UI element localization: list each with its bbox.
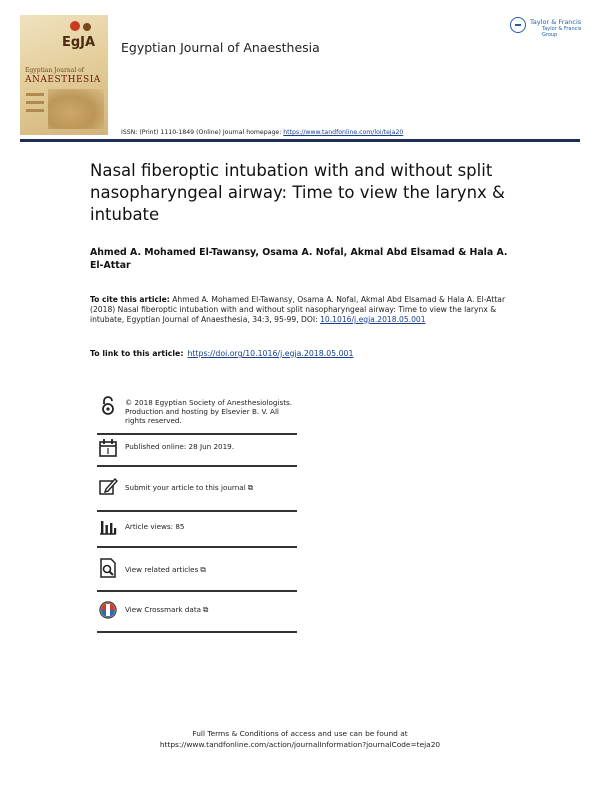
citation-label: To cite this article: [90,295,170,304]
cover-decoration [26,101,44,104]
article-authors: Ahmed A. Mohamed El-Tawansy, Osama A. Nofal, Akmal Abd Elsamad & Hala A. El-Attar [90,247,508,271]
submit-label[interactable]: Submit your article to this journal [125,483,246,492]
copyright-text: © 2018 Egyptian Society of Anesthesiologists. Production and hosting by Elsevier B. V. All rights reserved. [125,398,293,425]
info-divider [97,433,297,435]
crossmark-link[interactable] [125,605,208,614]
article-title: Nasal fiberoptic intubation with and without split nasopharyngeal airway: Time to view the larynx & intubate [90,161,505,224]
info-divider [97,590,297,592]
edit-icon [97,475,119,497]
cover-decoration [26,93,44,96]
related-label[interactable]: View related articles [125,565,199,574]
external-link-icon: ⧉ [200,565,206,574]
external-link-icon: ⧉ [203,605,209,614]
publisher-group: Taylor & Francis Group [542,26,582,38]
cover-title-line2: ANAESTHESIA [25,75,101,85]
article-views: Article views: 85 [125,522,185,531]
info-divider [97,510,297,512]
related-articles-icon [97,557,119,579]
society-logo-icon [70,21,80,31]
cover-abbreviation: EgJA [62,35,96,50]
info-divider [97,546,297,548]
emblem-icon [83,23,91,31]
cover-artwork [48,89,104,129]
header-divider [20,139,580,142]
cover-title-line1: Egyptian Journal of [25,67,84,74]
journal-cover [20,15,108,135]
article-link-line [90,349,353,358]
article-doi-url[interactable]: https://doi.org/10.1016/j.egja.2018.05.001 [187,349,354,358]
citation-text: Ahmed A. Mohamed El-Tawansy, Osama A. Nofal, Akmal Abd Elsamad & Hala A. El-Attar (2018) Nasal fiberoptic intubation with and without split nasopharyngeal airway: Time to view the larynx & intubate, Egyptian Journal of Anaesthesia, 34:3, 95-99, DOI: [90,295,506,324]
crossmark-icon [97,599,119,621]
taylor-francis-logo-icon [510,17,526,33]
publisher-name: Taylor & Francis [530,18,582,26]
journal-title: Egyptian Journal of Anaesthesia [121,40,320,55]
info-divider [97,465,297,467]
issn-text: ISSN: (Print) 1110-1849 (Online) Journal homepage: [121,129,284,136]
article-link-label: To link to this article: [90,349,184,358]
footer-terms-url[interactable]: https://www.tandfonline.com/action/journalInformation?journalCode=teja20 [159,740,441,749]
citation-block [90,295,520,325]
issn-line [121,129,403,136]
calendar-icon [97,437,119,459]
publisher-logo[interactable] [510,17,585,39]
doi-link[interactable]: 10.1016/j.egja.2018.05.001 [320,315,426,324]
submit-article-link[interactable] [125,483,253,492]
bar-chart-icon [97,515,119,537]
footer-terms: Full Terms & Conditions of access and use can be found at [192,729,408,738]
published-date: Published online: 28 Jun 2019. [125,442,235,451]
external-link-icon: ⧉ [247,483,254,492]
open-access-icon [97,395,119,417]
journal-homepage-link[interactable]: https://www.tandfonline.com/loi/teja20 [283,129,404,136]
info-divider [97,631,297,633]
crossmark-label[interactable]: View Crossmark data [125,605,202,614]
related-articles-link[interactable] [125,565,206,574]
cover-decoration [26,109,44,112]
